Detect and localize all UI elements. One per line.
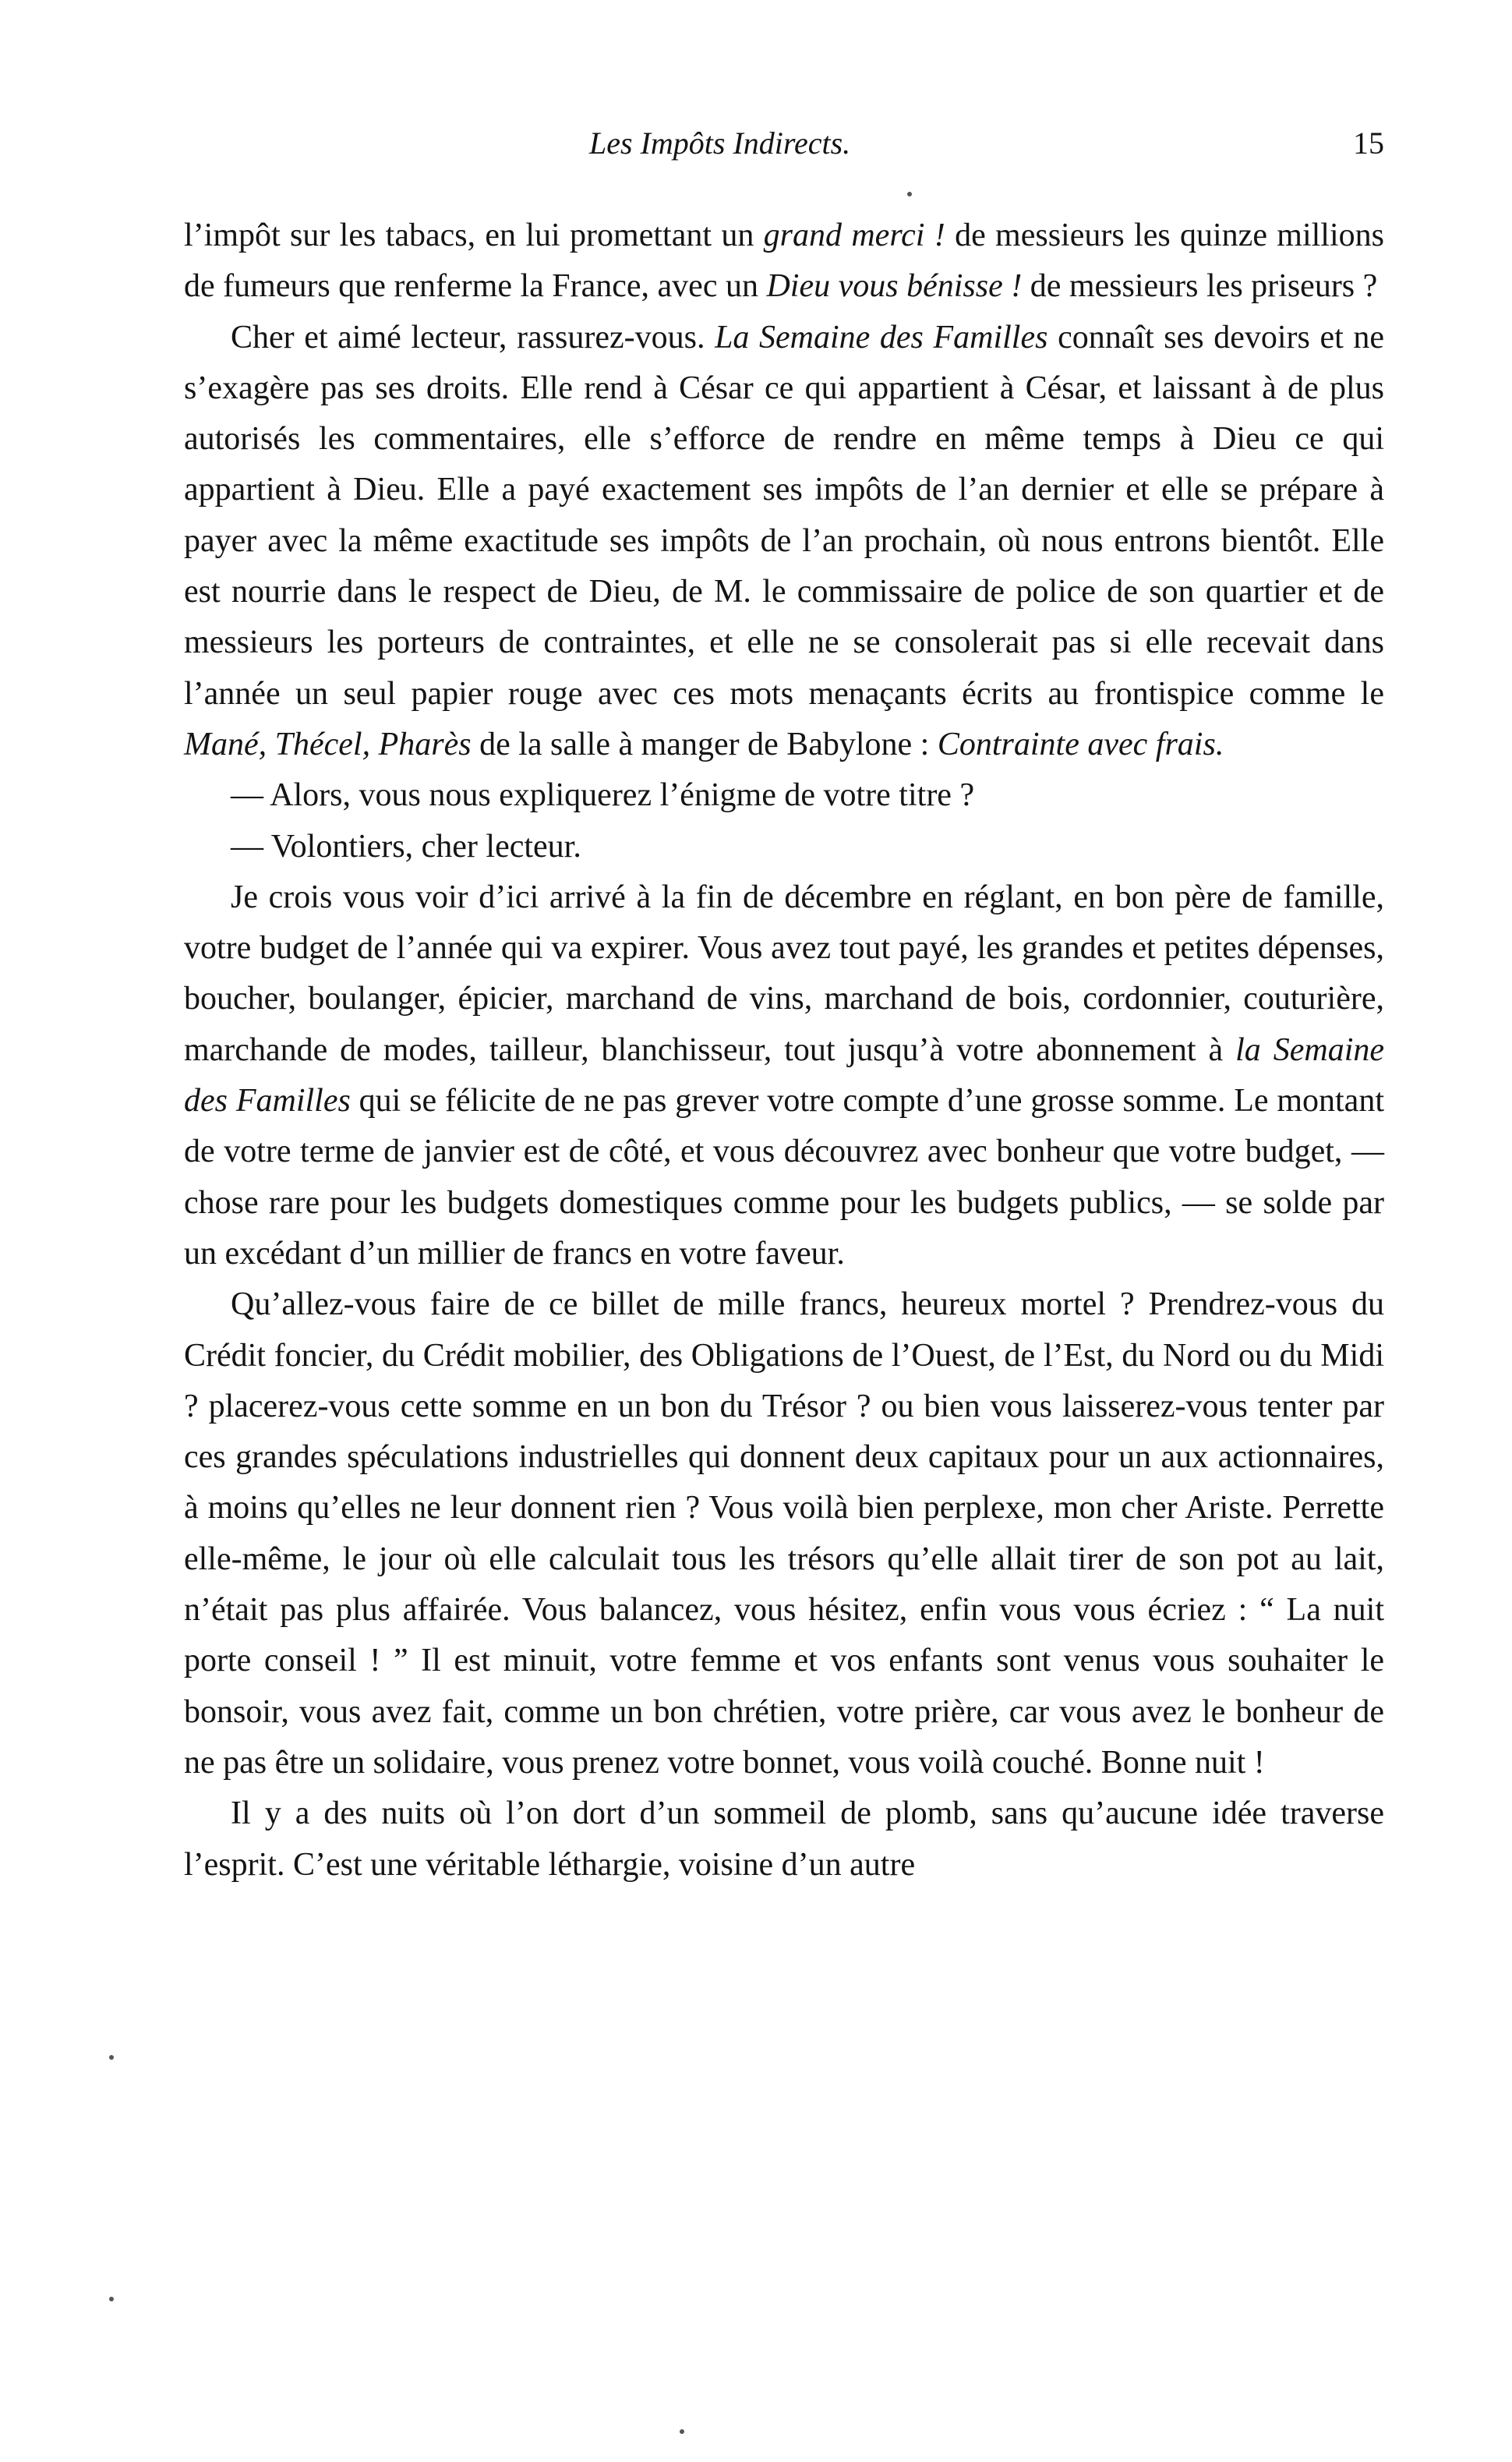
paragraph-2 — [184, 313, 1384, 771]
text-run: de messieurs les quinze millions de fumeurs que renferme la France, avec un — [184, 218, 1384, 305]
print-speck — [907, 192, 912, 196]
page-header — [184, 117, 1384, 164]
text-run: de messieurs les priseurs ? — [1022, 268, 1378, 305]
print-speck — [680, 2429, 684, 2434]
italic-run: Mané, Thécel, Pharès — [184, 726, 472, 762]
paragraph-3: — Alors, vous nous expliquerez l’énigme de votre titre ? — [231, 777, 975, 814]
paragraph-7: Il y a des nuits où l’on dort d’un sommeil de plomb, sans qu’aucune idée traverse l’esprit. C’est une véritable léthargie, voisine d’un autre — [184, 1795, 1384, 1883]
paragraph-1 — [184, 210, 1384, 313]
italic-run: la Semaine des Familles — [184, 1031, 1384, 1120]
italic-run: La Semaine des Familles — [715, 319, 1048, 356]
text-run: qui se félicite de ne pas grever votre compte d’une grosse somme. Le montant de votre terme de janvier est de côté, et vous découvrez avec bonheur que votre budget, — chose rare pour les budgets domestiques comme pour les budgets publics, — se solde par un excédant d’un millier de francs en votre faveur. — [184, 1083, 1384, 1272]
italic-run: Dieu vous bénisse ! — [766, 268, 1023, 305]
print-speck — [109, 2055, 114, 2060]
paragraph-4: — Volontiers, cher lecteur. — [231, 828, 581, 865]
text-run: de la salle à manger de Babylone : — [471, 726, 938, 762]
running-title: Les Impôts Indirects. — [589, 126, 851, 161]
text-run: l’impôt sur les tabacs, en lui promettant un — [184, 218, 764, 253]
italic-run: Contrainte avec frais. — [937, 726, 1224, 762]
paragraph-6: Qu’allez-vous faire de ce billet de mille francs, heureux mortel ? Prendrez-vous du Crédit foncier, du Crédit mobilier, des Obligations de l’Ouest, de l’Est, du Nord ou du Midi ? placerez-vous cette somme en un bon du Trésor ? ou bien vous laisserez-vous tenter par ces grandes spéculations industrielles qui donnent deux capitaux pour un aux actionnaires, à moins qu’elles ne leur donnent rien ? Vous voilà bien perplexe, mon cher Ariste. Perrette elle-même, le jour où elle calculait tous les trésors qu’elle allait tirer de son pot au lait, n’était pas plus affairée. Vous balancez, vous hésitez, enfin vous vous écriez : “ La nuit porte conseil ! ” Il est minuit, votre femme et vos enfants sont venus vous souhaiter le bonsoir, vous avez fait, comme un bon chrétien, votre prière, car vous avez le bonheur de ne pas être un solidaire, vous prenez votre bonnet, vous voilà couché. Bonne nuit ! — [184, 1286, 1384, 1781]
page-number: 15 — [1353, 126, 1384, 161]
book-page — [184, 117, 1384, 1891]
text-run: Je crois vous voir d’ici arrivé à la fin de décembre en réglant, en bon père de famille, votre budget de l’année qui va expirer. Vous avez tout payé, les grandes et petites dépenses, boucher, boulanger, épicier, marchand de vins, marchand de bois, cordonnier, couturière, marchande de modes, tailleur, blanchisseur, tout jusqu’à votre abonnement à — [184, 879, 1384, 1068]
paragraph-5 — [184, 872, 1384, 1279]
print-speck — [109, 2297, 114, 2301]
text-run: connaît ses devoirs et ne s’exagère pas ses droits. Elle rend à César ce qui appartient à César, et laissant à de plus autorisés les commentaires, elle s’efforce de rendre en même temps à Dieu ce qui appartient à Dieu. Elle a payé exactement ses impôts de l’an dernier et elle se prépare à payer avec la même exactitude ses impôts de l’an prochain, où nous entrons bientôt. Elle est nourrie dans le respect de Dieu, de M. le commissaire de police de son quartier et de messieurs les porteurs de contraintes, et elle ne se consolerait pas si elle recevait dans l’année un seul papier rouge avec ces mots menaçants écrits au frontispice comme le — [184, 319, 1385, 712]
text-run: Cher et aimé lecteur, rassurez-vous. — [231, 319, 715, 356]
body-text — [184, 210, 1384, 1891]
italic-run: grand merci ! — [763, 218, 945, 253]
